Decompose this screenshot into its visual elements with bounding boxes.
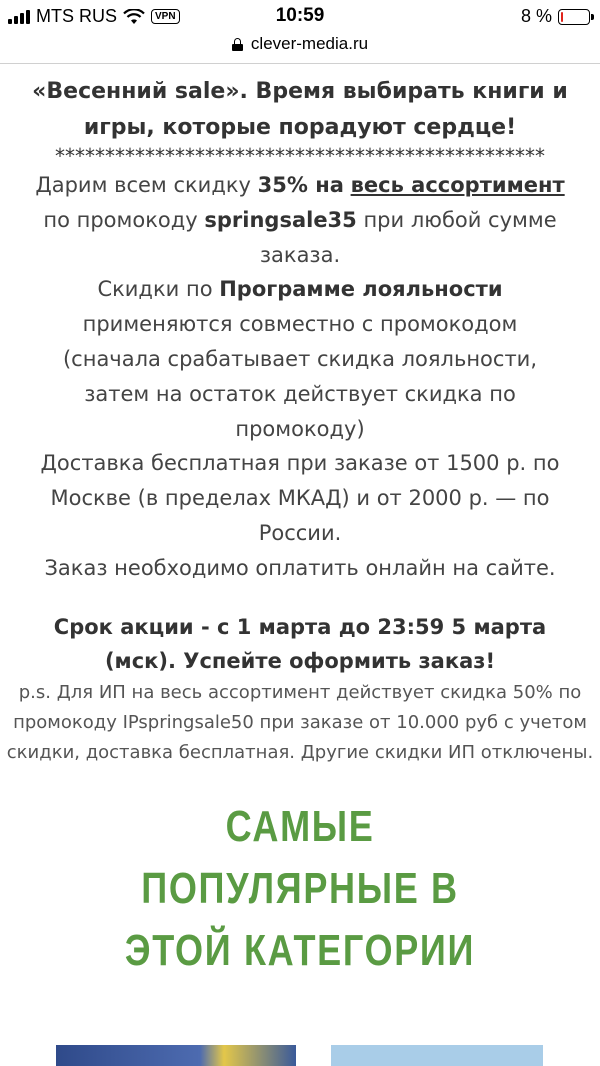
- product-card-image-1[interactable]: [56, 1045, 296, 1066]
- deadline-paragraph: Срок акции - с 1 марта до 23:59 5 марта (мск). Успейте оформить заказ!: [53, 614, 547, 673]
- battery-fill: [561, 12, 563, 22]
- discount-percent: 35% на: [257, 173, 344, 197]
- loyalty-program-link[interactable]: Программе лояльности: [219, 277, 503, 302]
- payment-paragraph: Заказ необходимо оплатить онлайн на сайте.: [44, 555, 556, 580]
- star-divider: *************************************************: [55, 146, 545, 168]
- discount-scope-link[interactable]: весь ассортимент: [350, 173, 565, 197]
- discount-condition: при любой сумме заказа.: [259, 207, 557, 267]
- vpn-badge: VPN: [151, 9, 180, 24]
- promo-title: «Весенний sale». Время выбирать книги и игры, которые порадуют сердце!: [32, 79, 568, 140]
- status-bar: [0, 0, 600, 34]
- loyalty-paragraph: [0, 272, 600, 446]
- battery-percent: 8 %: [520, 6, 552, 26]
- address-bar-divider: [0, 63, 600, 64]
- discount-intro: Дарим всем скидку: [35, 173, 258, 197]
- page-content: [0, 74, 600, 982]
- address-bar[interactable]: [0, 30, 600, 58]
- clock: 10:59: [275, 5, 325, 26]
- url-text[interactable]: clever-media.ru: [250, 34, 369, 53]
- loyalty-intro: Скидки по: [97, 277, 220, 302]
- ps-paragraph: p.s. Для ИП на весь ассортимент действует скидка 50% по промокоду IPspringsale50 при заказе от 10.000 руб с учетом скидки, доставка бесплатная. Другие скидки ИП отключены.: [6, 681, 594, 763]
- product-card-image-2[interactable]: [331, 1045, 543, 1066]
- discount-paragraph: [0, 168, 600, 272]
- popular-section-title: САМЫЕ ПОПУЛЯРНЫЕ В ЭТОЙ КАТЕГОРИИ: [124, 801, 476, 975]
- status-right: [521, 6, 590, 27]
- carrier-name: MTS RUS: [36, 6, 117, 26]
- battery-icon: [558, 9, 590, 25]
- promo-code: springsale35: [204, 207, 357, 232]
- lock-icon: [232, 38, 243, 51]
- loyalty-details: применяются совместно с промокодом (сначала срабатывает скидка лояльности, затем на остаток действует скидка по промокоду): [62, 312, 538, 441]
- delivery-paragraph: Доставка бесплатная при заказе от 1500 р. по Москве (в пределах МКАД) и от 2000 р. — по России.: [40, 451, 560, 545]
- promo-code-intro: по промокоду: [43, 207, 205, 232]
